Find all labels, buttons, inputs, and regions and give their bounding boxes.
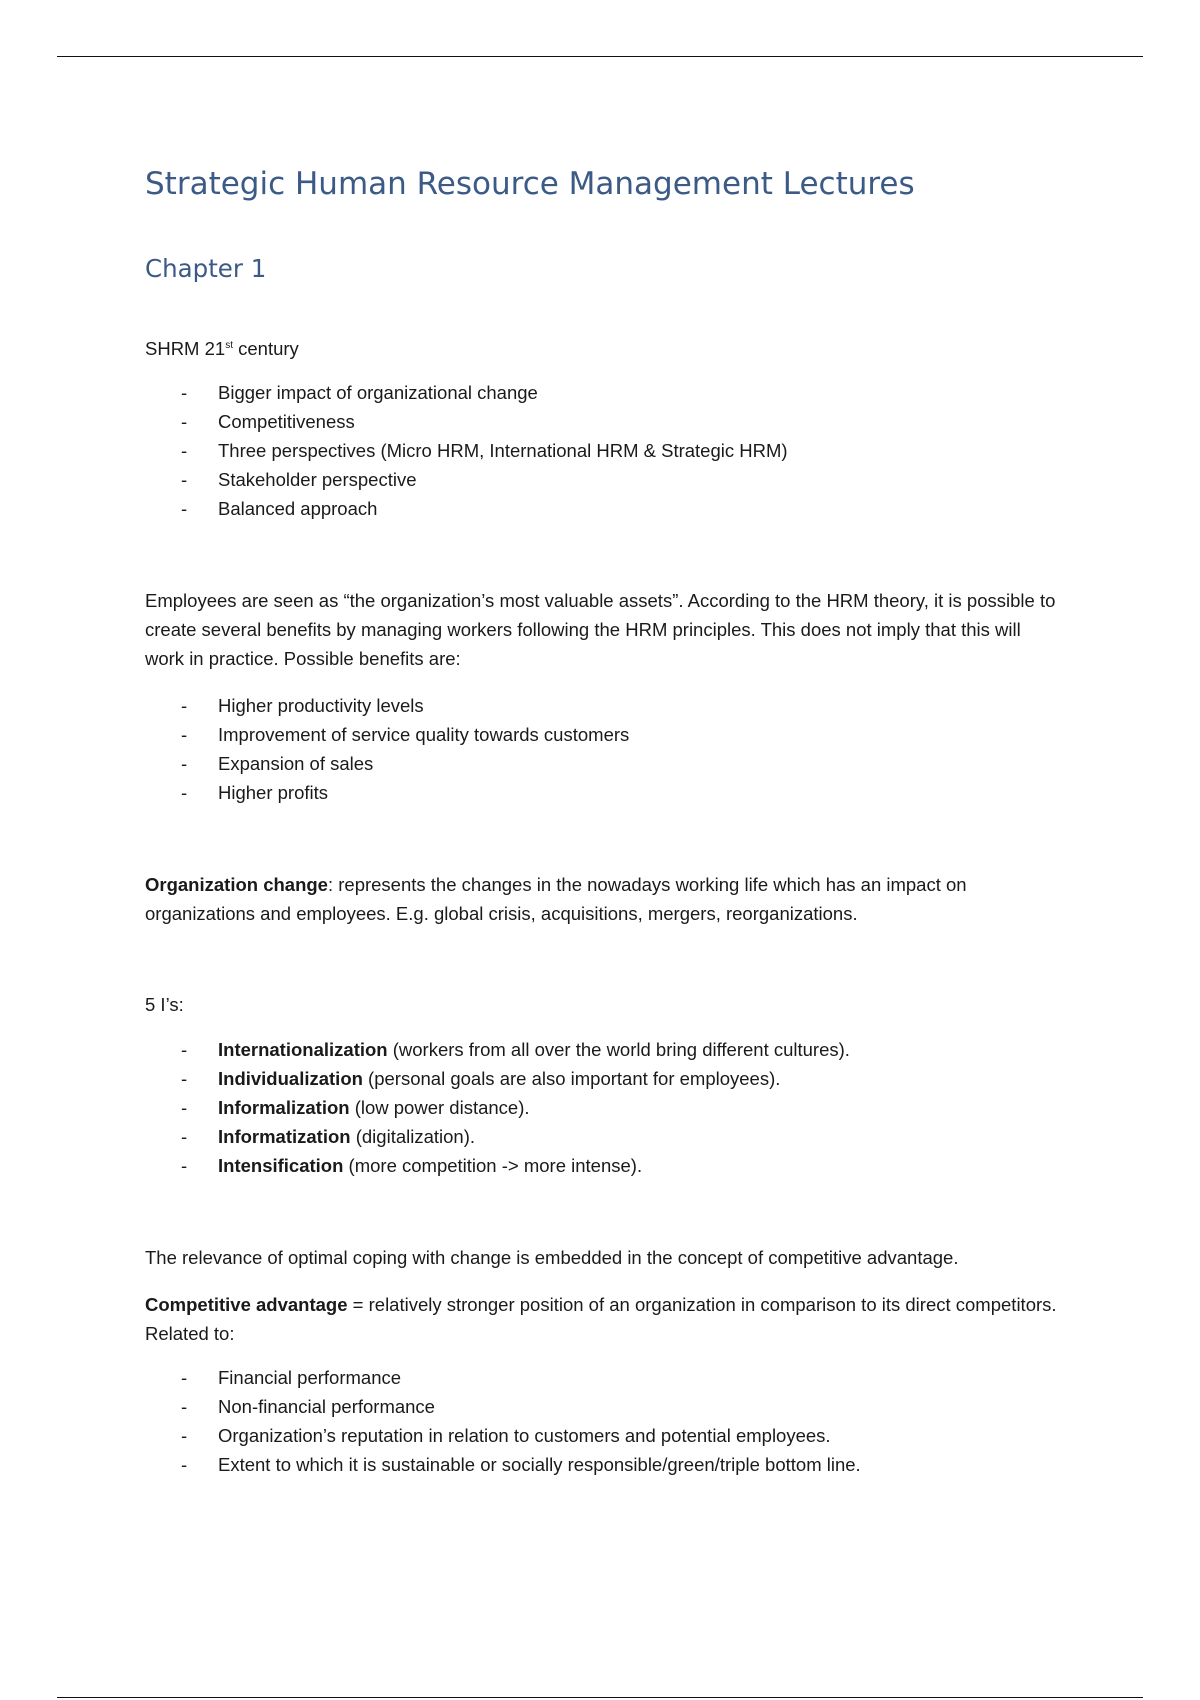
list-item: [145, 1363, 861, 1392]
dash-marker: -: [181, 1425, 188, 1446]
competitive-advantage-term: Competitive advantage: [145, 1294, 348, 1315]
list-item: [145, 720, 629, 749]
list-item-term: Internationalization: [218, 1039, 388, 1060]
list-item: [145, 494, 788, 523]
list-item-text: (more competition -> more intense).: [343, 1155, 643, 1176]
relevance-paragraph: The relevance of optimal coping with change is embedded in the concept of competitive advantage.: [145, 1247, 959, 1268]
dash-marker: -: [181, 1367, 188, 1388]
list-item: [145, 749, 629, 778]
list-item: [145, 1392, 861, 1421]
org-change-term: Organization change: [145, 874, 328, 895]
benefits-list: [145, 691, 629, 807]
list-item-text: Bigger impact of organizational change: [218, 382, 538, 403]
list-item-text: Stakeholder perspective: [218, 469, 417, 490]
list-item-text: Three perspectives (Micro HRM, International HRM & Strategic HRM): [218, 440, 788, 461]
list-item-text: Balanced approach: [218, 498, 378, 519]
competitive-advantage-definition: [145, 1290, 1060, 1348]
shrm-label-prefix: SHRM 21: [145, 338, 226, 359]
dash-marker: -: [181, 382, 188, 403]
dash-marker: -: [181, 1068, 188, 1089]
list-item-term: Intensification: [218, 1155, 344, 1176]
list-item-term: Informalization: [218, 1097, 350, 1118]
list-item: [145, 1064, 850, 1093]
dash-marker: -: [181, 1155, 188, 1176]
list-item: [145, 465, 788, 494]
shrm-list: [145, 378, 788, 523]
dash-marker: -: [181, 753, 188, 774]
dash-marker: -: [181, 440, 188, 461]
chapter-heading: Chapter 1: [145, 254, 267, 283]
dash-marker: -: [181, 1126, 188, 1147]
list-item-text: Non-financial performance: [218, 1396, 435, 1417]
dash-marker: -: [181, 1097, 188, 1118]
shrm-label: [145, 334, 1060, 363]
list-item: [145, 378, 788, 407]
list-item-term: Informatization: [218, 1126, 351, 1147]
dash-marker: -: [181, 469, 188, 490]
list-item: [145, 407, 788, 436]
dash-marker: -: [181, 1396, 188, 1417]
list-item-term: Individualization: [218, 1068, 363, 1089]
dash-marker: -: [181, 411, 188, 432]
list-item-text: Organization’s reputation in relation to customers and potential employees.: [218, 1425, 831, 1446]
list-item-text: (low power distance).: [349, 1097, 530, 1118]
list-item: [145, 1093, 850, 1122]
dash-marker: -: [181, 1039, 188, 1060]
org-change-definition: [145, 870, 1060, 928]
dash-marker: -: [181, 724, 188, 745]
list-item: [145, 436, 788, 465]
org-change-text: : represents the changes in the nowadays working life which has an impact on organizations and employees. E.g. global crisis, acquisitions, mergers, reorganizations.: [145, 874, 967, 924]
list-item: [145, 1421, 861, 1450]
employees-paragraph: Employees are seen as “the organization’s most valuable assets”. According to the HRM theory, it is possible to create several benefits by managing workers following the HRM principles. This does not imply that this will work in practice. Possible benefits are:: [145, 590, 1056, 669]
list-item-text: (workers from all over the world bring different cultures).: [387, 1039, 850, 1060]
list-item-text: Higher productivity levels: [218, 695, 424, 716]
shrm-label-suffix: century: [232, 338, 299, 359]
document-title: Strategic Human Resource Management Lectures: [145, 166, 915, 202]
list-item-text: (digitalization).: [350, 1126, 476, 1147]
list-item-text: Improvement of service quality towards customers: [218, 724, 630, 745]
competitive-advantage-text: = relatively stronger position of an organization in comparison to its direct competitors. Related to:: [145, 1294, 1057, 1344]
list-item: [145, 691, 629, 720]
list-item: [145, 1122, 850, 1151]
dash-marker: -: [181, 1454, 188, 1475]
list-item: [145, 1035, 850, 1064]
list-item: [145, 778, 629, 807]
footer-rule: [57, 1697, 1143, 1698]
list-item-text: Extent to which it is sustainable or socially responsible/green/triple bottom line.: [218, 1454, 861, 1475]
list-item-text: Higher profits: [218, 782, 329, 803]
list-item: [145, 1450, 861, 1479]
list-item-text: Competitiveness: [218, 411, 355, 432]
list-item-text: Expansion of sales: [218, 753, 374, 774]
list-item: [145, 1151, 850, 1180]
five-is-list: [145, 1035, 850, 1180]
competitive-advantage-list: [145, 1363, 861, 1479]
list-item-text: Financial performance: [218, 1367, 402, 1388]
dash-marker: -: [181, 498, 188, 519]
dash-marker: -: [181, 695, 188, 716]
five-is-label: 5 I’s:: [145, 994, 184, 1015]
dash-marker: -: [181, 782, 188, 803]
header-rule: [57, 56, 1143, 57]
list-item-text: (personal goals are also important for employees).: [362, 1068, 781, 1089]
shrm-label-superscript: st: [225, 339, 233, 351]
